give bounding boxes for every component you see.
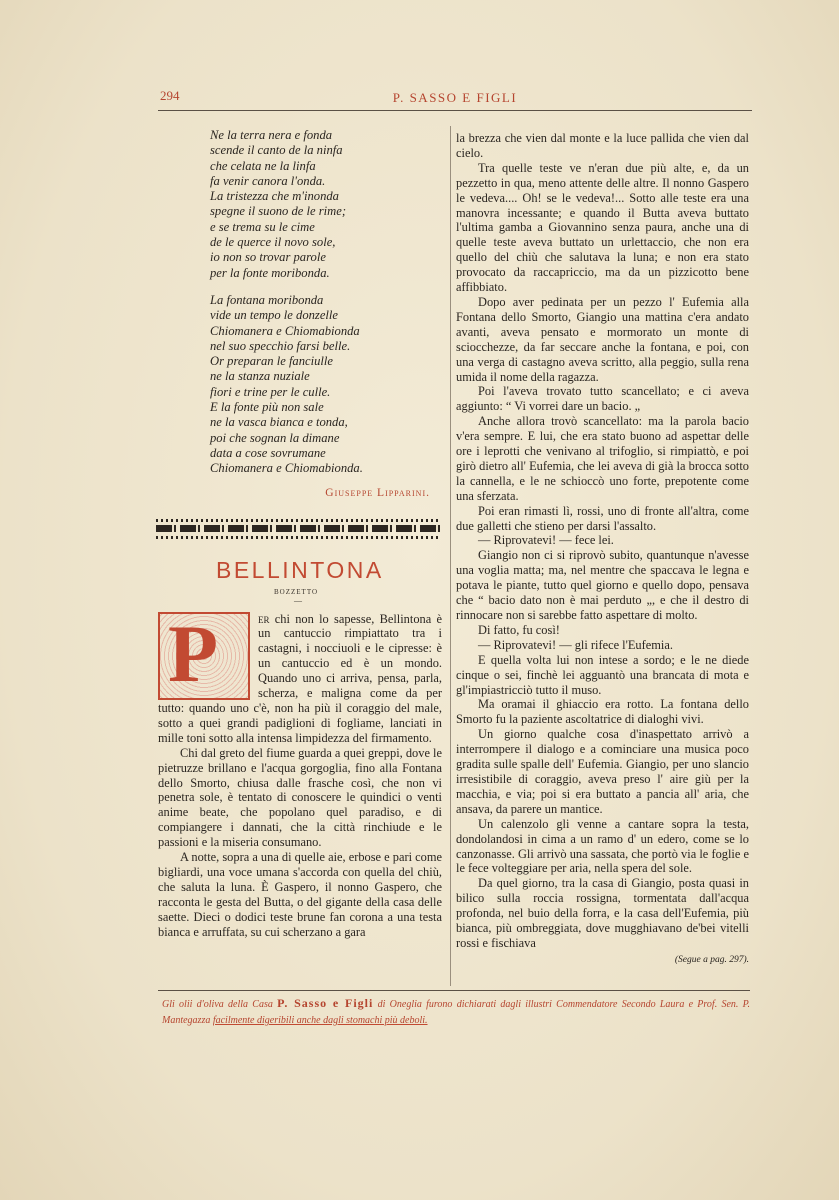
paragraph: Un giorno qualche cosa d'inaspettato arrivò a interrompere il dialogo e a cominciare una musica poco gradita sulle spalle dell' Eufemia. Giangio, per uno slancio irresistibile di coraggio, aveva preso l' aire giù per la macchia, e via; poi si era buttato a pancia all' aria, che ansava, da parere un mantice.: [456, 727, 749, 816]
poem-line: La fontana moribonda: [210, 292, 324, 307]
opening-text: chi non lo sapesse, Bellintona è un cantuccio rimpiattato tra i castagni, i nocciuoli e le cipresse: è un cantuccio ed è un mondo. Quando uno ci arriva, pensa, parla, scherza, e maligna come da per tutto: quando uno c'è, non ha più il coraggio del male, sotto a quei grandi padiglioni di fogliame, lanciati in mille toni sotto alla intensa limpidezza del firmamento.: [158, 611, 442, 745]
poem: [210, 128, 442, 477]
ornamental-divider: [156, 519, 440, 539]
paragraph: Poi eran rimasti lì, rossi, uno di fronte all'altra, come due galletti che stieno per darsi l'assalto.: [456, 503, 749, 533]
paragraph: Tra quelle teste ve n'eran due più alte, e, da un pezzetto in qua, meno attente delle altre. Il nonno Gaspero le vedeva.... Oh! se le vedeva!... Sotto alle teste era una manovra incessante; e quando il Butta aveva buttato l'ultima gamba a Giovannino senza paura, anche una di quelle teste aveva buttato un urlettaccio, che non era quello del chiù che salutava la luna; e non era stato provocato da raccapriccio, ma da un pizzicotto bene affibbiato.: [456, 160, 749, 295]
paragraph: A notte, sopra a una di quelle aie, erbose e pari come bigliardi, una voce umana s'accorda con quella del chiù, che saluta la luna. È Gaspero, il nonno Gaspero, che racconta le gesta del Butta, o del gigante della casa delle saette. Dieci o dodici teste brune fan corona a una testa bianca e arruffata, su cui scherzano a gara: [158, 850, 442, 939]
poem-line: poi che sognan la dimane: [210, 430, 340, 445]
poem-line: io non so trovar parole: [210, 250, 326, 265]
paragraph: Chi dal greto del fiume guarda a quei greppi, dove le pietruzze brillano e l'acqua gorgoglia, fino alla Fontana dello Smorto, chiusa dalle frasche così, che non vi penetra sole, è tentato di conoscere le quindici o venti anime beate, che popolano quel paradiso, e di compiangere i dannati, che la città rinchiude e le passioni e la miseria consumano.: [158, 745, 442, 850]
poem-line: Ne la terra nera e fonda: [210, 128, 333, 142]
poem-line: ne la stanza nuziale: [210, 369, 310, 384]
paragraph: Da quel giorno, tra la casa di Giangio, posta quasi in bilico sulla roccia rossigna, tormentata dall'acqua profonda, nel buio della forra, e la casa dell'Eufemia, più bianca, più ombreggiata, dove mugghiavano de'bei vitelli rossi e fischiava: [456, 876, 749, 950]
article-subtitle: BOZZETTO: [274, 587, 319, 596]
poem-line: Chiomanera e Chiomabionda.: [210, 461, 363, 476]
paragraph: Dopo aver pedinata per un pezzo l' Eufemia alla Fontana dello Smorto, Giangio una mattina c'era andato avanti, aveva pensato e mormorato un monte di sciocchezze, da far seccare anche la fontana, e poi, con una verga di castagno aveva scritto, alla peggio, sulla rena umida il nome della ragazza.: [456, 294, 749, 384]
footer-brand: P. Sasso e Figli: [277, 996, 374, 1010]
poem-stanza-2: [210, 293, 442, 477]
subtitle-dash: —: [294, 595, 302, 605]
footer-text-start: Gli olii d'oliva della Casa: [162, 999, 278, 1010]
poem-line: Chiomanera e Chiomabionda: [210, 323, 360, 338]
paragraph: Poi l'aveva trovato tutto scancellato; e ci aveva aggiunto: “ Vi vorrei dare un bacio. „: [456, 384, 749, 414]
paragraph: Ma oramai il ghiaccio era rotto. La fontana dello Smorto fu la paziente ascoltatrice di dialoghi vivi.: [456, 697, 749, 727]
illuminated-initial: [158, 607, 250, 700]
paragraph: Giangio non ci si riprovò subito, quantunque n'avesse una voglia matta; ma, nel mentre che spaccava le legna e potava le piante, tutto quel giorno e quello dopo, pensava che “ bacio dato non è mai perduto „, e che il destro di rinnocare non si sarebbe fatto aspettare di molto.: [456, 548, 749, 622]
footer-rule: [158, 990, 750, 991]
paragraph: la brezza che vien dal monte e la luce pallida che vien dal cielo.: [456, 131, 749, 160]
poem-line: per la fonte moribonda.: [210, 265, 330, 280]
poem-line: E la fonte più non sale: [210, 400, 324, 415]
poem-line: La tristezza che m'inonda: [210, 189, 339, 204]
paragraph: Di fatto, fu così!: [478, 622, 560, 637]
poem-line: data a cose sovrumane: [210, 445, 326, 460]
poem-stanza-1: [210, 128, 442, 281]
right-column: [456, 131, 749, 968]
poem-line: scende il canto de la ninfa: [210, 143, 343, 158]
paragraph: — Riprovatevi! — fece lei.: [478, 533, 614, 548]
footer-text-middle: di Oneglia furono dichiarati dagli illustri Commendatore Secondo Laura e Prof. Sen. P. Mantegazza: [162, 999, 750, 1026]
poem-line: che celata ne la linfa: [210, 158, 316, 173]
running-title: P. SASSO E FIGLI: [392, 90, 518, 105]
poem-line: vide un tempo le donzelle: [210, 308, 338, 323]
poem-line: ne la vasca bianca e tonda,: [210, 415, 348, 430]
paragraph: Un calenzolo gli venne a cantare sopra la testa, dondolandosi in cima a un ramo d' un edero, come se lo canzonasse. Gli arrivò una sassata, che portò via le foglie e le fece volteggiare per aria, nella spera del sole.: [456, 816, 749, 876]
poem-line: nel suo specchio farsi belle.: [210, 338, 351, 353]
poem-line: spegne il suono de le rime;: [210, 204, 347, 219]
poem-line: e se trema su le cime: [210, 219, 315, 234]
paragraph: — Riprovatevi! — gli rifece l'Eufemia.: [478, 637, 673, 652]
paragraph: E quella volta lui non intese a sordo; e le ne diede cinque o sei, finchè lei agguantò una brancata di mota e gl'impiastricciò tutto il muso.: [456, 652, 749, 697]
page-number: 294: [160, 88, 180, 103]
header-rule: [158, 110, 752, 111]
page-header: [158, 86, 752, 112]
left-column: [158, 128, 442, 939]
continuation-note: (Segue a pag. 297).: [674, 954, 749, 965]
poem-line: fa venir canora l'onda.: [210, 173, 326, 188]
footer-underlined-claim: facilmente digeribili anche dagli stomachi più deboli.: [212, 1015, 428, 1026]
poem-line: Or preparan le fanciulle: [210, 354, 334, 369]
column-divider: [450, 126, 451, 986]
article-body-right: [456, 131, 749, 968]
article-body-left: [158, 607, 442, 940]
poem-line: fiori e trine per le culle.: [210, 384, 331, 399]
poem-line: de le querce il novo sole,: [210, 235, 336, 250]
opening-paragraph: [158, 607, 442, 746]
poem-signature: Giuseppe Lipparini.: [325, 486, 430, 499]
opening-smallcaps: er: [258, 611, 270, 626]
advertisement-footer: [162, 995, 750, 1029]
article-title: BELLINTONA: [216, 556, 384, 583]
dropcap-letter: P: [168, 607, 219, 699]
paragraph: Anche allora trovò scancellato: ma la parola bacio v'era sempre. E lui, che era stato buono ad aspettar delle ore i leprotti che venivano al trifoglio, si rimpiattò, e poi girò dietro all' Eufemia, che lei aveva di già la brocca sotto la cannella, e le ne schioccò uno forte, prepotente come una sferzata.: [456, 414, 749, 503]
